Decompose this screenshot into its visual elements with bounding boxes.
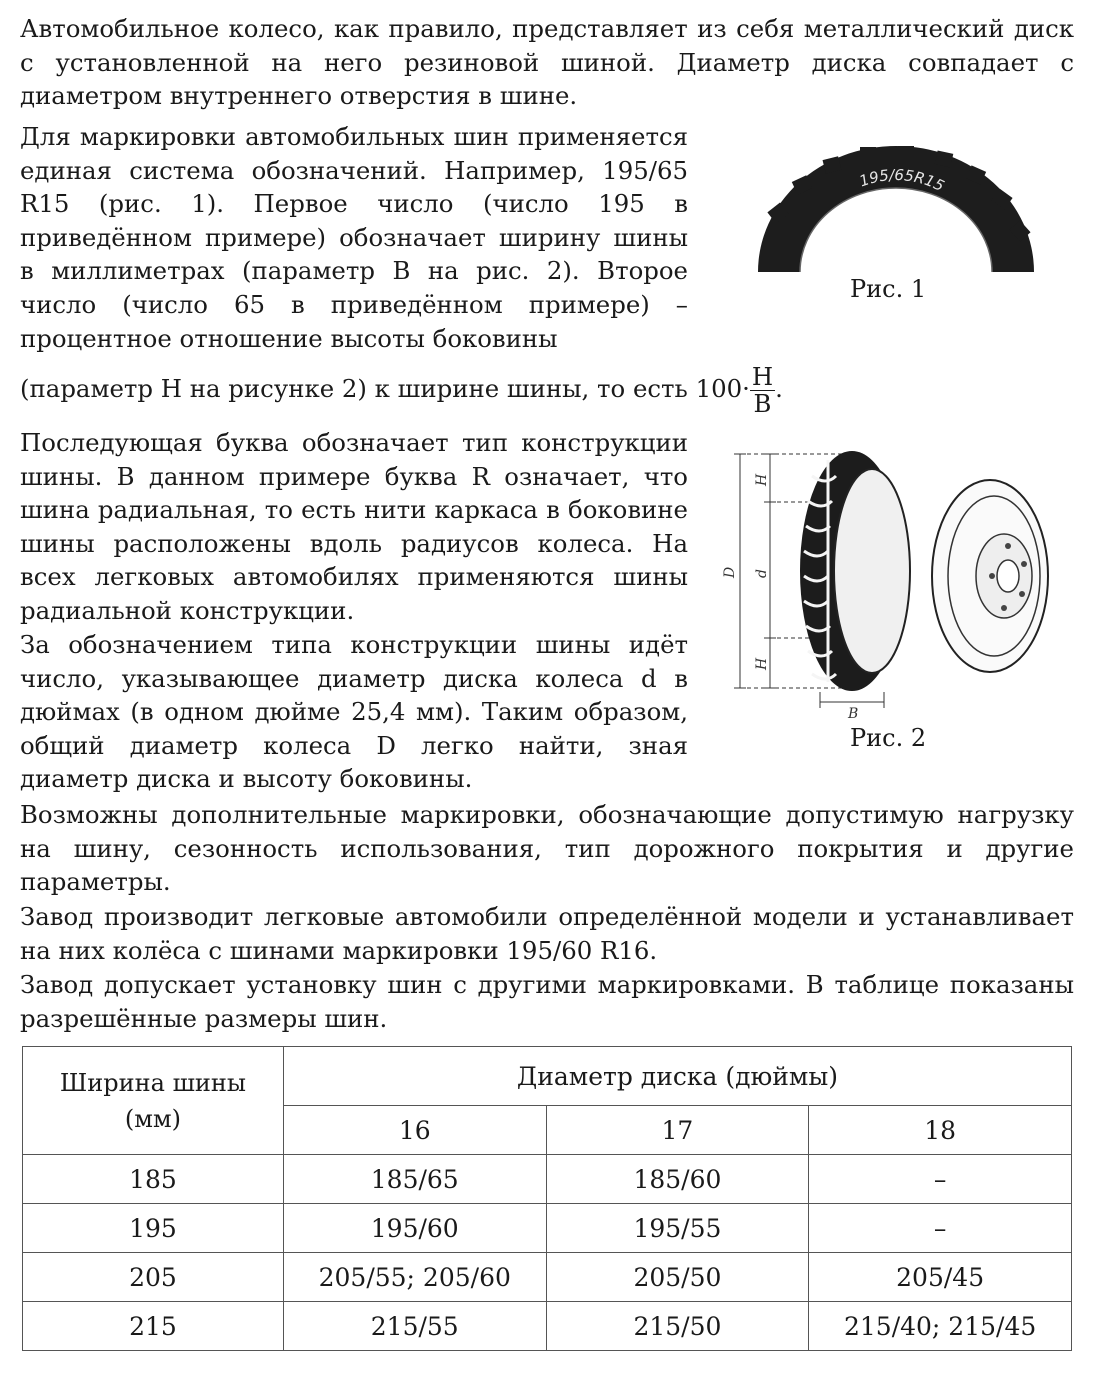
tire-and-rim-diagram bbox=[712, 446, 1072, 726]
tire-arc-image bbox=[756, 144, 1036, 274]
column-group-header: Диаметр диска (дюймы) bbox=[283, 1047, 1071, 1106]
figure-2 bbox=[712, 446, 1072, 754]
table-cell: – bbox=[809, 1155, 1072, 1204]
figure-1-caption: Рис. 1 bbox=[850, 275, 927, 303]
formula-text: (параметр H на рисунке 2) к ширине шины, то есть 100· bbox=[20, 374, 750, 403]
formula-end: . bbox=[775, 374, 783, 403]
formula-fraction bbox=[750, 364, 775, 417]
paragraph-factory: Завод производит легковые автомобили определённой модели и устанавливает на них колёса с шинами маркировки 195/60 R16. bbox=[20, 902, 1074, 965]
table-header-row bbox=[23, 1047, 1072, 1106]
column-header: 18 bbox=[809, 1106, 1072, 1155]
table-cell-width: 185 bbox=[23, 1155, 284, 1204]
label-H-bottom: H bbox=[754, 657, 770, 670]
table-cell: – bbox=[809, 1204, 1072, 1253]
row-header-cell bbox=[23, 1047, 284, 1155]
table-cell-width: 215 bbox=[23, 1302, 284, 1351]
column-header: 17 bbox=[546, 1106, 809, 1155]
paragraph-marking: Для маркировки автомобильных шин применяется единая система обозначений. Например, 195/65 R15 (рис. 1). Первое число (число 195 в приведённом примере) обозначает ширину шины в миллиметрах (параметр B на рис. 2). Второе число (число 65 в приведённом примере) – процентное отношение высоты боковины bbox=[20, 122, 688, 353]
paragraph-diameter: За обозначением типа конструкции шины идёт число, указывающее диаметр диска колеса d в дюймах (в одном дюйме 25,4 мм). Таким образом, общий диаметр колеса D легко найти, зная диаметр диска и высоту боковины. bbox=[20, 630, 688, 794]
tire-marking-label: 195/65R15 bbox=[856, 165, 948, 196]
figure-2-caption: Рис. 2 bbox=[850, 724, 927, 752]
table-row bbox=[23, 1204, 1072, 1253]
formula-numerator: H bbox=[751, 362, 774, 391]
table-cell: 185/65 bbox=[283, 1155, 546, 1204]
table-cell: 195/60 bbox=[283, 1204, 546, 1253]
row-header-label: Ширина шины (мм) bbox=[59, 1068, 246, 1133]
label-H-top: H bbox=[754, 473, 770, 486]
table-cell: 205/45 bbox=[809, 1253, 1072, 1302]
paragraph-construction: Последующая буква обозначает тип конструкции шины. В данном примере буква R означает, что шина радиальная, то есть нити каркаса в боковине шины расположены вдоль радиусов колеса. На всех легковых автомобилях применяются шины радиальной конструкции. bbox=[20, 428, 688, 625]
table-cell: 205/55; 205/60 bbox=[283, 1253, 546, 1302]
allowed-sizes-table bbox=[22, 1046, 1072, 1351]
table-cell: 195/55 bbox=[546, 1204, 809, 1253]
paragraph-additional: Возможны дополнительные маркировки, обозначающие допустимую нагрузку на шину, сезонность использования, тип дорожного покрытия и другие параметры. bbox=[20, 800, 1074, 897]
table-row bbox=[23, 1253, 1072, 1302]
label-d: d bbox=[754, 569, 770, 578]
label-D: D bbox=[722, 566, 738, 578]
table-cell-width: 205 bbox=[23, 1253, 284, 1302]
table-cell: 215/55 bbox=[283, 1302, 546, 1351]
table-cell: 205/50 bbox=[546, 1253, 809, 1302]
paragraph-formula bbox=[20, 364, 1074, 417]
table-cell-width: 195 bbox=[23, 1204, 284, 1253]
table-cell: 215/40; 215/45 bbox=[809, 1302, 1072, 1351]
column-header: 16 bbox=[283, 1106, 546, 1155]
table-cell: 185/60 bbox=[546, 1155, 809, 1204]
label-B: B bbox=[848, 706, 859, 722]
table-row bbox=[23, 1302, 1072, 1351]
formula-denominator: B bbox=[753, 389, 772, 418]
figure-1 bbox=[756, 144, 1068, 324]
paragraph-intro: Автомобильное колесо, как правило, представляет из себя металлический диск с установленной на него резиновой шиной. Диаметр диска совпадает с диаметром внутреннего отверстия в шине. bbox=[20, 14, 1074, 111]
table-cell: 215/50 bbox=[546, 1302, 809, 1351]
table-row bbox=[23, 1155, 1072, 1204]
paragraph-table-intro: Завод допускает установку шин с другими маркировками. В таблице показаны разрешённые размеры шин. bbox=[20, 970, 1074, 1033]
